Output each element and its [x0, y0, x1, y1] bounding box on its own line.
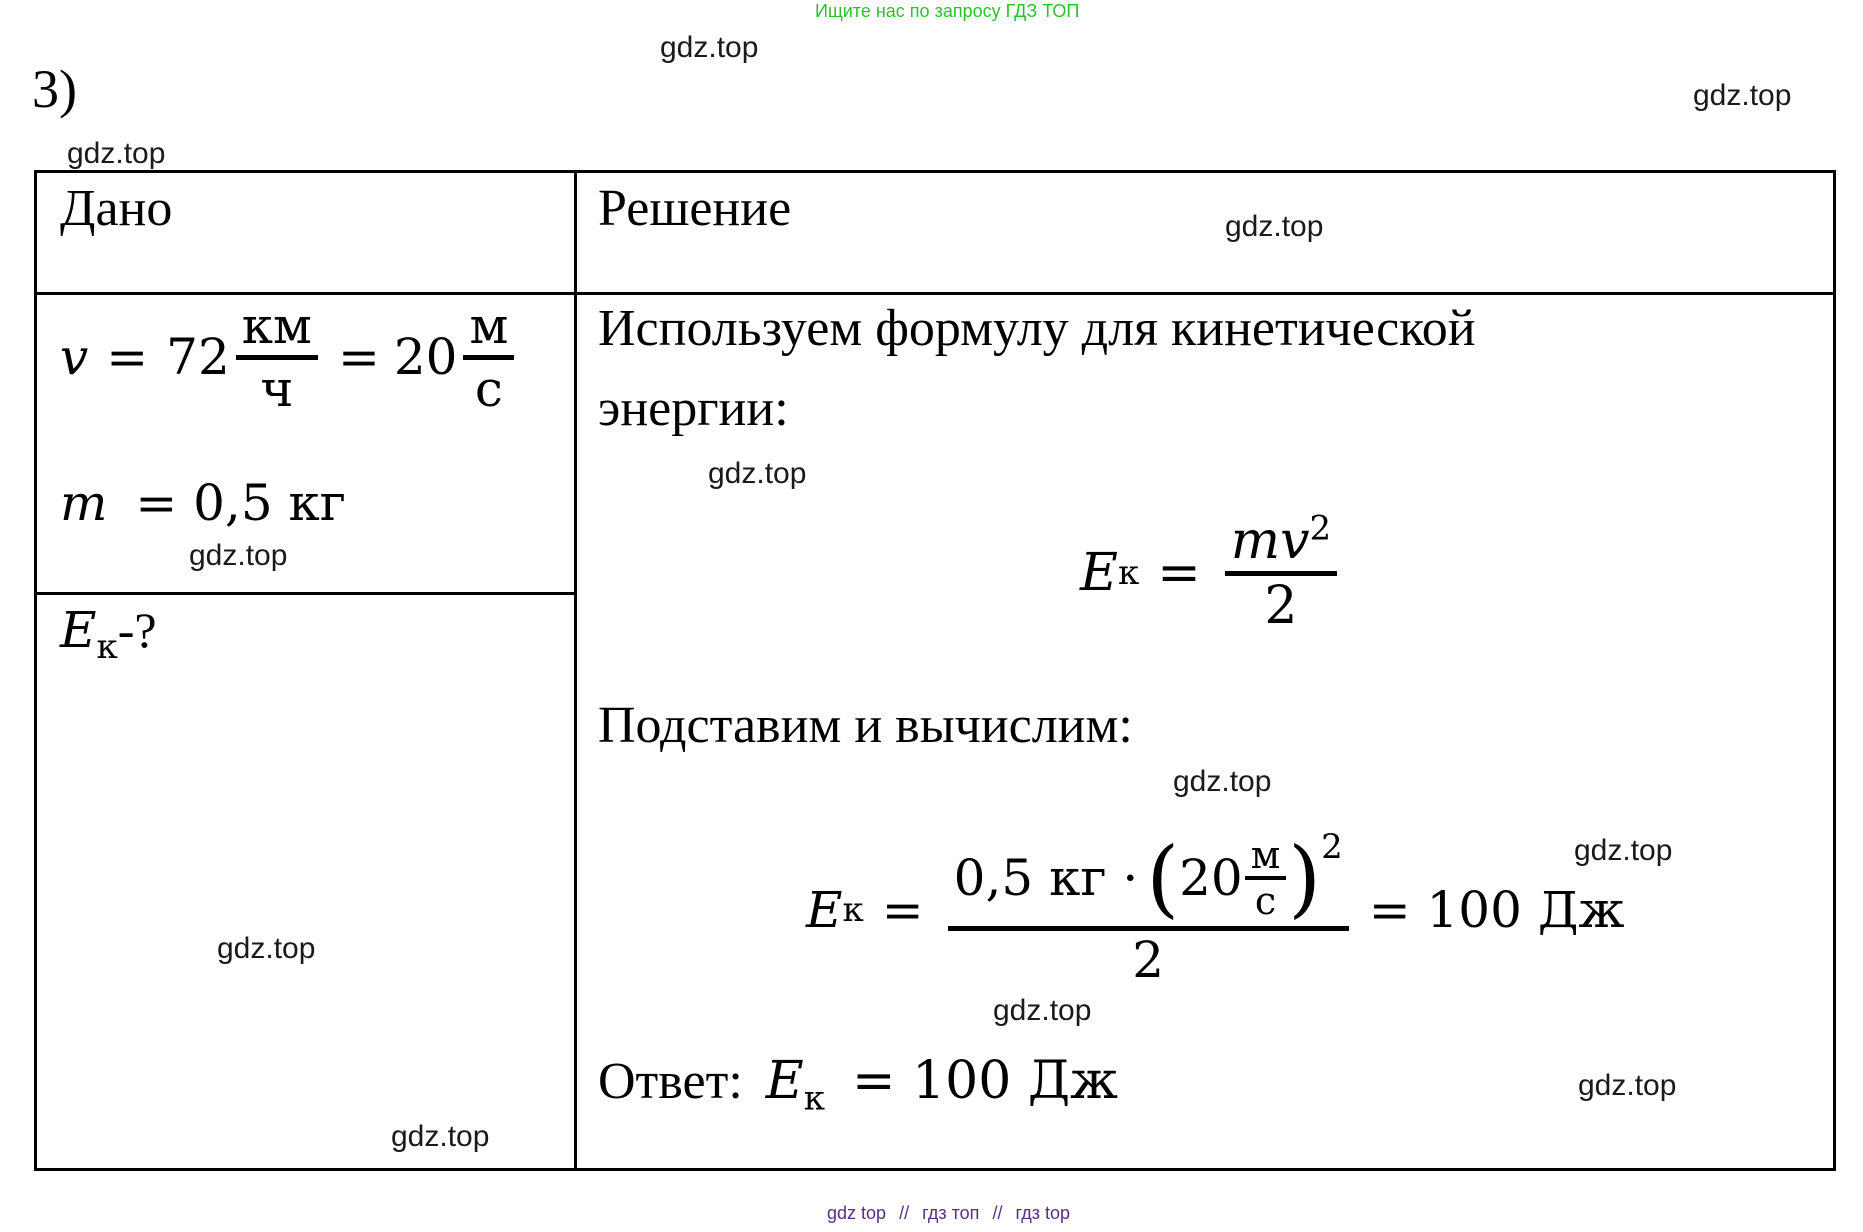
find-suffix: -? [117, 602, 157, 658]
unit-denominator: ч [260, 359, 294, 418]
energy-subscript: к [96, 627, 118, 667]
footer-link-gdz-top-ru[interactable]: гдз топ [922, 1203, 980, 1223]
find-quantity [60, 601, 157, 667]
energy-symbol: E [806, 881, 843, 939]
given-velocity [60, 292, 520, 422]
equals-sign: = [106, 328, 149, 386]
energy-symbol: E [60, 601, 97, 659]
unit-fraction-ms [463, 296, 514, 418]
velocity-value-kmh: 72 [166, 328, 230, 386]
watermark: gdz.top [1578, 1069, 1677, 1102]
watermark: gdz.top [217, 932, 316, 965]
left-paren: ( [1146, 828, 1180, 927]
table-border-left [34, 170, 37, 1171]
problem-number: 3) [32, 59, 77, 119]
calculation-formula: E к = 0,5 кг · ( 20 $\frac{м}{с}$ ) 2 2 = 100 Дж [806, 826, 1625, 989]
mass-symbol: m [60, 474, 108, 532]
equals-sign: = [1157, 543, 1201, 603]
footer-link-gdz-top-mixed[interactable]: гдз top [1015, 1203, 1071, 1223]
given-mass [60, 474, 346, 532]
search-banner[interactable]: Ищите нас по запросу ГДЗ ТОП [815, 1, 1080, 21]
table-border-right [1833, 170, 1836, 1171]
watermark: gdz.top [1225, 210, 1324, 243]
answer-value: = 100 Дж [852, 1051, 1118, 1111]
unit-fraction-kmh [236, 296, 318, 418]
watermark: gdz.top [189, 539, 288, 572]
unit-denominator: с [474, 359, 503, 418]
watermark: gdz.top [1173, 765, 1272, 798]
solution-header: Решение [598, 180, 792, 237]
solution-intro-line1: Используем формулу для кинетической [598, 300, 1476, 357]
velocity-symbol: v [60, 328, 89, 386]
velocity-value: 20 [1179, 848, 1243, 907]
solution-intro-line2: энергии: [598, 380, 789, 437]
energy-subscript: к [803, 1078, 825, 1119]
formula-fraction [1225, 508, 1337, 636]
kinetic-energy-formula: E к = $\frac{mv^2}{2}$ [1080, 498, 1343, 648]
watermark: gdz.top [1574, 834, 1673, 867]
unit-numerator: м [463, 301, 514, 360]
footer-links [827, 1204, 1070, 1222]
watermark: gdz.top [660, 31, 759, 64]
watermark: gdz.top [708, 457, 807, 490]
calculation-numerator [948, 826, 1349, 931]
equals-sign: = [881, 881, 924, 939]
energy-symbol: E [765, 1051, 804, 1111]
unit-numerator: м [1245, 836, 1287, 880]
equals-sign: = [337, 328, 380, 386]
square-exponent: 2 [1321, 826, 1343, 867]
energy-symbol: E [1080, 543, 1118, 603]
formula-denominator: 2 [1264, 575, 1298, 636]
formula-exponent: 2 [1309, 508, 1332, 549]
right-paren: ) [1288, 828, 1322, 927]
footer-separator: // [899, 1203, 910, 1223]
table-border-bottom [34, 1168, 1836, 1171]
calculation-denominator: 2 [1132, 930, 1165, 989]
calculation-fraction [948, 826, 1349, 989]
footer-link-gdz-top[interactable]: gdz top [827, 1203, 887, 1223]
answer-label: Ответ: [598, 1053, 743, 1110]
given-header: Дано [60, 180, 173, 237]
table-divider-vertical [574, 170, 577, 1171]
table-divider-given [34, 592, 576, 595]
unit-fraction-ms [1245, 832, 1287, 923]
substitute-text: Подставим и вычислим: [598, 697, 1133, 754]
calculation-result: = 100 Дж [1368, 881, 1625, 939]
mass-term: 0,5 кг · [953, 848, 1139, 907]
watermark: gdz.top [993, 994, 1092, 1027]
formula-numerator: $mv^2$ [1225, 515, 1337, 576]
unit-denominator: с [1254, 878, 1277, 923]
watermark: gdz.top [67, 137, 166, 170]
footer-separator: // [992, 1203, 1003, 1223]
watermark: gdz.top [1693, 79, 1792, 112]
unit-numerator: км [236, 301, 318, 360]
mass-value: = 0,5 кг [135, 474, 346, 532]
table-border-top [34, 170, 1836, 173]
velocity-value-ms: 20 [393, 328, 458, 386]
answer-line [598, 1051, 1118, 1119]
watermark: gdz.top [391, 1120, 490, 1153]
